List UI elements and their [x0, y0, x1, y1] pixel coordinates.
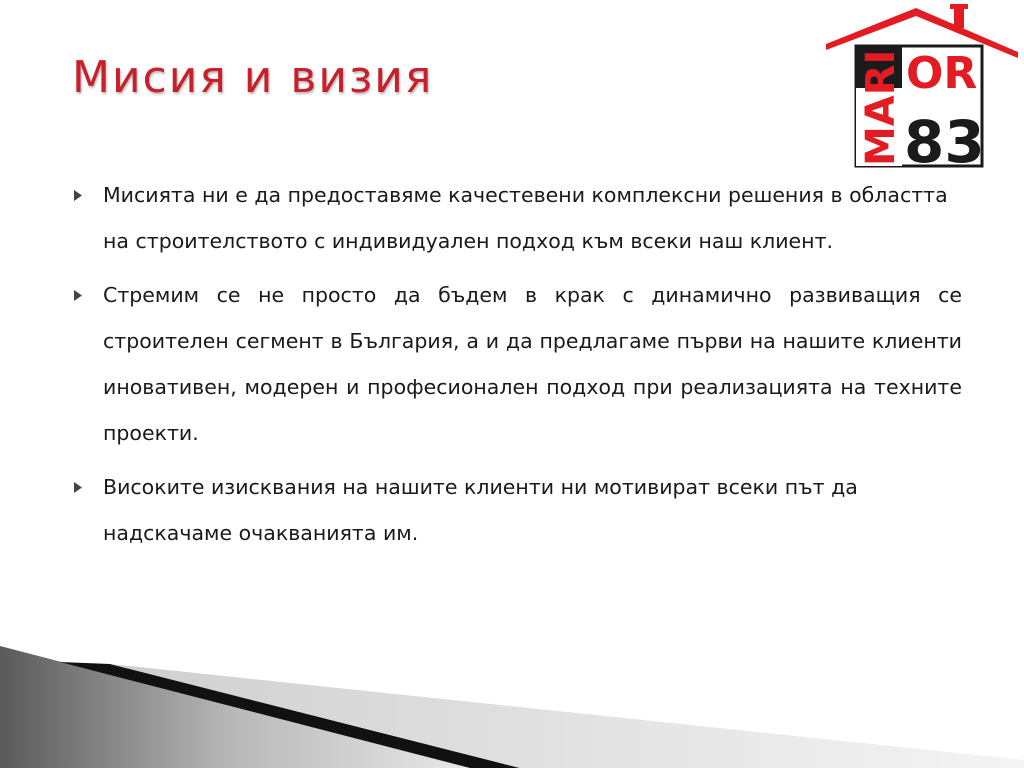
company-logo — [824, 0, 1020, 172]
triangle-bullet-icon — [74, 272, 103, 318]
logo-vertical-letters: MARI — [858, 49, 904, 166]
bullet-item — [74, 172, 962, 264]
bullet-item — [74, 464, 962, 556]
bullet-list — [74, 172, 962, 564]
triangle-bullet-icon — [74, 172, 103, 218]
bullet-item — [74, 272, 962, 456]
bullet-text: Стремим се не просто да бъдем в крак с динамично развиващия се строителен сегмент в България, а и да предлагаме първи на нашите клиенти иновативен, модерен и професионален подход при реализацията на техните проекти. — [103, 283, 962, 445]
bullet-text: Високите изисквания на нашите клиенти ни мотивират всеки път да надскачаме очакванията им. — [103, 475, 858, 545]
logo-letters-bottom: 83 — [904, 108, 985, 172]
decorative-swoosh — [0, 640, 1024, 768]
triangle-bullet-icon — [74, 464, 103, 510]
logo-letters-top: OR — [906, 48, 978, 99]
bullet-text: Мисията ни е да предоставяме качестевени комплексни решения в областта на строителството с индивидуален подход към всеки наш клиент. — [103, 183, 948, 253]
slide-title: Мисия и визия — [72, 52, 434, 103]
